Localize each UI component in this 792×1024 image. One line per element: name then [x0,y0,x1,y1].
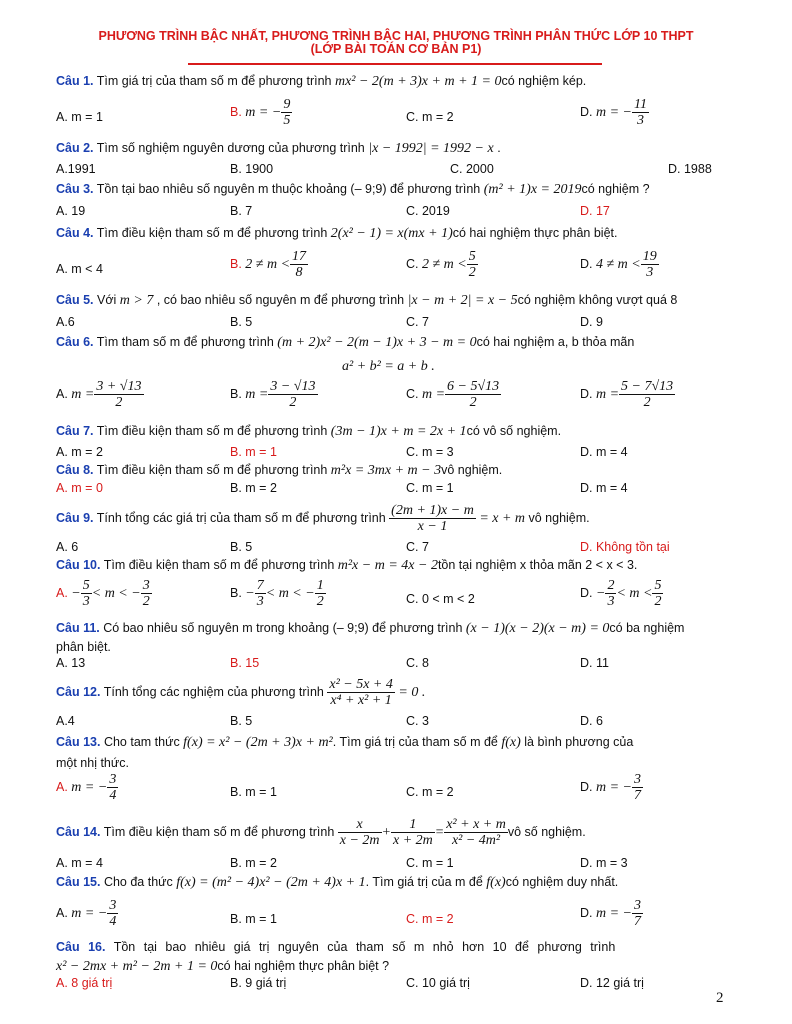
question-text: Tính tổng các giá trị của tham số m để phương trình [93,511,390,525]
question-6 [56,335,746,350]
denominator: x − 2m [339,833,380,849]
numerator: 1 [316,578,324,593]
denominator: 3 [646,265,654,280]
fraction [632,898,643,929]
q5-option-a: A.6 [56,315,75,329]
numerator: 3 [634,898,641,913]
option-math: m = [71,386,95,402]
equation: |x − 1992| = 1992 − x [368,141,494,156]
question-14 [56,814,746,851]
q15-option-a [56,898,118,929]
option-letter: C. [406,256,419,271]
option-letter: D. [580,585,593,600]
q5-option-c: C. 7 [406,315,429,329]
q10-option-d [580,578,663,609]
fraction [81,578,92,609]
q12-option-c: C. 3 [406,714,429,728]
fraction [107,898,118,929]
numerator: 3 + √13 [96,379,142,394]
q2-option-b: B. 1900 [230,162,274,176]
denominator: 3 [82,594,90,609]
equation: f(x) = (m² − 4)x² − (2m + 4)x + 1 [176,875,366,890]
option-math: m = [245,386,269,402]
fraction [632,97,649,128]
fraction [315,578,326,609]
q7-option-d: D. m = 4 [580,445,628,459]
question-text: có hai nghiệm thực phân biệt. [452,226,618,240]
q14-option-d: D. m = 3 [580,856,628,870]
denominator: 2 [316,594,324,609]
question-3 [56,182,746,197]
q9-option-b: B. 5 [230,540,253,554]
q3-option-b: B. 7 [230,204,253,218]
question-text: tồn tại nghiệm x thỏa mãn 2 < x < 3. [437,558,638,572]
equation: (3m − 1)x + m = 2x + 1 [330,424,467,439]
denominator: 2 [115,395,123,410]
denominator: 2 [469,395,477,410]
question-text: có ba nghiệm [609,621,685,635]
question-13-continuation: một nhị thức. [56,756,129,770]
q11-option-a: A. 13 [56,656,86,670]
option-math: m = − [245,104,282,120]
plus-sign: + [381,825,391,840]
fraction [444,817,508,848]
q3-option-d: D. 17 [580,204,610,218]
q14-option-b: B. m = 2 [230,856,277,870]
denominator: 2 [289,395,297,410]
numerator: 11 [634,97,647,112]
numerator: 3 [634,772,641,787]
option-letter: B. [230,104,242,119]
q13-option-a [56,772,118,803]
numerator: 3 [109,772,117,787]
question-2 [56,141,746,156]
question-text: Cho tam thức [100,735,184,749]
question-text: vô số nghiệm. [507,825,586,839]
question-label: Câu 6. [56,335,94,349]
question-text: là bình phương của [520,735,634,749]
question-5 [56,293,746,308]
question-label: Câu 14. [56,825,101,839]
fraction [107,772,118,803]
question-6-condition: a² + b² = a + b . [342,359,435,374]
q12-option-a: A.4 [56,714,75,728]
q3-option-c: C. 2019 [406,204,450,218]
question-label: Câu 13. [56,735,101,749]
question-16-continuation [56,959,746,974]
equation: (m² + 1)x = 2019 [483,182,582,197]
question-13 [56,735,746,750]
question-text: Tìm điều kiện tham số m để phương trình [93,424,331,438]
option-letter: A. [56,386,68,401]
equation: |x − m + 2| = x − 5 [407,293,518,308]
equation: 2(x² − 1) = x(mx + 1) [330,226,453,241]
numerator: 6 − 5√13 [447,379,500,394]
question-label: Câu 2. [56,141,94,155]
minus-sign: − [245,585,255,601]
q8-option-c: C. m = 1 [406,481,454,495]
option-math: m = − [71,905,108,921]
option-math: < m < − [265,585,315,601]
option-math: m = [421,386,446,402]
fraction [281,97,292,128]
question-text: Tìm điều kiện tham số m để phương trình [100,558,338,572]
denominator: 3 [636,113,644,128]
q5-option-b: B. 5 [230,315,253,329]
numerator: 2 [607,578,615,593]
question-11-continuation: phân biệt. [56,640,111,654]
numerator: (2m + 1)x − m [391,503,474,519]
question-label: Câu 15. [56,875,101,889]
q2-option-d: D. 1988 [668,162,712,176]
option-math: m = − [595,104,632,120]
option-math: < m < − [91,585,141,601]
denominator: 7 [634,914,641,929]
option-math: m = − [595,905,632,921]
q4-option-c [406,249,478,280]
option-letter: D. [580,779,593,794]
denominator: 3 [607,594,615,609]
question-7 [56,424,746,439]
question-1 [56,74,746,89]
option-letter: A. [56,779,68,794]
equation: f(x) [486,875,506,890]
denominator: x + 2m [392,833,433,849]
equation: m²x = 3mx + m − 3 [330,463,442,478]
q2-option-a: A.1991 [56,162,96,176]
fraction [641,249,659,280]
equation: = x + m [479,511,526,526]
q11-option-d: D. 11 [580,656,609,670]
question-10 [56,558,746,573]
question-text: . Tìm giá trị của m để [365,875,487,889]
fraction [391,817,435,848]
equation: (m + 2)x² − 2(m − 1)x + 3 − m = 0 [277,335,477,350]
fraction [338,817,382,848]
option-letter: D. [580,256,593,271]
option-letter: A. [56,905,68,920]
denominator: 8 [295,265,303,280]
question-text: . Tìm giá trị của tham số m để [332,735,502,749]
q9-option-c: C. 7 [406,540,429,554]
question-text: có vô số nghiệm. [466,424,562,438]
question-text: Cho đa thức [100,875,177,889]
q16-option-d: D. 12 giá trị [580,976,644,990]
equation: = 0 . [398,685,426,700]
question-label: Câu 9. [56,511,94,525]
equation: f(x) = x² − (2m + 3)x + m² [183,735,333,750]
q8-option-d: D. m = 4 [580,481,628,495]
fraction [327,677,395,708]
equation: (x − 1)(x − 2)(x − m) = 0 [465,621,610,636]
denominator: 5 [283,113,291,128]
fraction [445,379,501,410]
q12-option-b: B. 5 [230,714,253,728]
question-label: Câu 3. [56,182,94,196]
numerator: 3 [109,898,117,913]
option-math: 2 ≠ m < [245,256,291,272]
fraction [632,772,643,803]
fraction [652,578,663,609]
denominator: 2 [142,594,150,609]
question-text: , có bao nhiêu số nguyên m để phương trình [153,293,408,307]
numerator: 17 [292,249,307,264]
equation: f(x) [501,735,521,750]
document-title-line2: (LỚP BÀI TOÁN CƠ BẢN P1) [310,42,482,56]
q7-option-c: C. m = 3 [406,445,454,459]
question-4 [56,226,746,241]
q11-option-c: C. 8 [406,656,429,670]
q13-option-b: B. m = 1 [230,785,277,799]
option-letter: D. [580,104,593,119]
q4-option-d [580,249,659,280]
q14-option-a: A. m = 4 [56,856,103,870]
numerator: x² + x + m [446,817,506,833]
denominator: 2 [468,265,476,280]
question-9 [56,500,746,537]
question-label: Câu 4. [56,226,94,240]
fraction [268,379,317,410]
numerator: 5 [468,249,476,264]
question-16 [56,940,746,955]
q6-option-d [580,379,675,410]
q1-option-c: C. m = 2 [406,110,454,124]
option-math: < m < [616,585,653,601]
q8-option-a: A. m = 0 [56,481,103,495]
question-text: có hai nghiệm a, b thỏa mãn [476,335,635,349]
numerator: 7 [256,578,264,593]
question-text: Tồn tại bao nhiêu giá trị nguyên của tham số m nhỏ hơn 10 để phương trình [105,940,616,954]
title-divider [188,63,602,65]
equation: x² − 2mx + m² − 2m + 1 = 0 [56,959,218,974]
question-text: Tồn tại bao nhiêu số nguyên m thuộc khoảng (– 9;9) để phương trình [93,182,484,196]
q8-option-b: B. m = 2 [230,481,277,495]
q7-option-b: B. m = 1 [230,445,277,459]
option-letter: B. [230,386,242,401]
option-letter: D. [580,386,593,401]
q1-option-d [580,97,649,128]
numerator: 5 [654,578,662,593]
equals-sign: = [434,825,445,840]
numerator: x [338,817,382,833]
numerator: x² − 5x + 4 [329,677,393,693]
q6-option-b [230,379,318,410]
question-text: có nghiệm kép. [501,74,587,88]
document-title-line1: PHƯƠNG TRÌNH BẬC NHẤT, PHƯƠNG TRÌNH BẬC HAI, PHƯƠNG TRÌNH PHÂN THỨC LỚP 10 THPT [98,29,694,43]
q10-option-a [56,578,152,609]
question-text: có hai nghiệm thực phân biệt ? [217,959,390,973]
option-letter: B. [230,585,242,600]
numerator: 5 [82,578,90,593]
denominator: 7 [634,788,641,803]
fraction [619,379,675,410]
question-text: Tìm tham số m để phương trình [93,335,278,349]
option-math: m = − [71,779,108,795]
q13-option-d [580,772,643,803]
question-8 [56,463,746,478]
fraction [389,503,476,534]
fraction [467,249,478,280]
question-text: Tìm giá trị của tham số m để phương trình [93,74,335,88]
q10-option-c: C. 0 < m < 2 [406,592,475,606]
fraction [605,578,616,609]
option-letter: A. [56,585,68,600]
q6-option-c [406,379,501,410]
question-label: Câu 7. [56,424,94,438]
q11-option-b: B. 15 [230,656,260,670]
q14-option-c: C. m = 1 [406,856,454,870]
numerator: 1 [391,817,435,833]
question-text: Tìm số nghiệm nguyên dương của phương trình [93,141,369,155]
denominator: 4 [109,914,117,929]
question-text: Với [93,293,120,307]
denominator: 2 [643,395,651,410]
q16-option-c: C. 10 giá trị [406,976,470,990]
denominator: x⁴ + x² + 1 [330,693,392,709]
question-label: Câu 11. [56,621,100,635]
question-text: Tìm điều kiện tham số m để phương trình [100,825,338,839]
question-text: Có bao nhiêu số nguyên m trong khoảng (– 9;9) để phương trình [99,621,466,635]
option-letter: D. [580,905,593,920]
q1-option-a: A. m = 1 [56,110,103,124]
question-text: Tìm điều kiện tham số m để phương trình [93,463,331,477]
q3-option-a: A. 19 [56,204,86,218]
q6-option-a [56,379,144,410]
question-label: Câu 16. [56,940,106,954]
numerator: 3 − √13 [270,379,316,394]
denominator: 2 [654,594,662,609]
q10-option-b [230,578,326,609]
q15-option-c: C. m = 2 [406,912,454,926]
option-math: m = − [595,779,632,795]
question-label: Câu 8. [56,463,94,477]
fraction [141,578,152,609]
question-label: Câu 5. [56,293,94,307]
q9-option-a: A. 6 [56,540,79,554]
question-text: có nghiệm duy nhất. [505,875,619,889]
q7-option-a: A. m = 2 [56,445,103,459]
denominator: 4 [109,788,117,803]
numerator: 9 [283,97,291,112]
numerator: 3 [142,578,150,593]
question-11 [56,621,746,636]
question-text: Tính tổng các nghiệm của phương trình [100,685,328,699]
denominator: x² − 4m² [451,833,501,849]
q1-option-b [230,97,292,128]
question-text: vô nghiệm. [441,463,503,477]
q12-option-d: D. 6 [580,714,603,728]
question-label: Câu 1. [56,74,94,88]
question-text: có nghiệm ? [581,182,650,196]
option-math: m = [595,386,620,402]
option-math: 2 ≠ m < [421,256,467,272]
q15-option-d [580,898,643,929]
equation: m > 7 [119,293,154,308]
q16-option-b: B. 9 giá trị [230,976,287,990]
minus-sign: − [595,585,606,601]
question-text: Tìm điều kiện tham số m để phương trình [93,226,331,240]
denominator: 3 [256,594,264,609]
numerator: 19 [642,249,657,264]
numerator: 5 − 7√13 [621,379,674,394]
option-letter: B. [230,256,242,271]
fraction [290,249,308,280]
q9-option-d: D. Không tồn tại [580,540,670,554]
denominator: x − 1 [417,519,448,535]
option-letter: C. [406,386,419,401]
question-text: . [493,141,501,155]
q5-option-d: D. 9 [580,315,603,329]
q13-option-c: C. m = 2 [406,785,454,799]
question-label: Câu 10. [56,558,101,572]
equation: mx² − 2(m + 3)x + m + 1 = 0 [334,74,502,89]
equation: m²x − m = 4x − 2 [337,558,438,573]
fraction [94,379,143,410]
question-15 [56,875,746,890]
question-text: vô nghiệm. [525,511,590,525]
fraction [255,578,266,609]
option-math: 4 ≠ m < [595,256,641,272]
q4-option-a: A. m < 4 [56,262,103,276]
q15-option-b: B. m = 1 [230,912,277,926]
question-12 [56,674,746,711]
page-number: 2 [716,990,724,1006]
q16-option-a: A. 8 giá trị [56,976,113,990]
q2-option-c: C. 2000 [450,162,494,176]
question-text: có nghiệm không vượt quá 8 [517,293,678,307]
minus-sign: − [71,585,81,601]
question-label: Câu 12. [56,685,101,699]
q4-option-b [230,249,308,280]
